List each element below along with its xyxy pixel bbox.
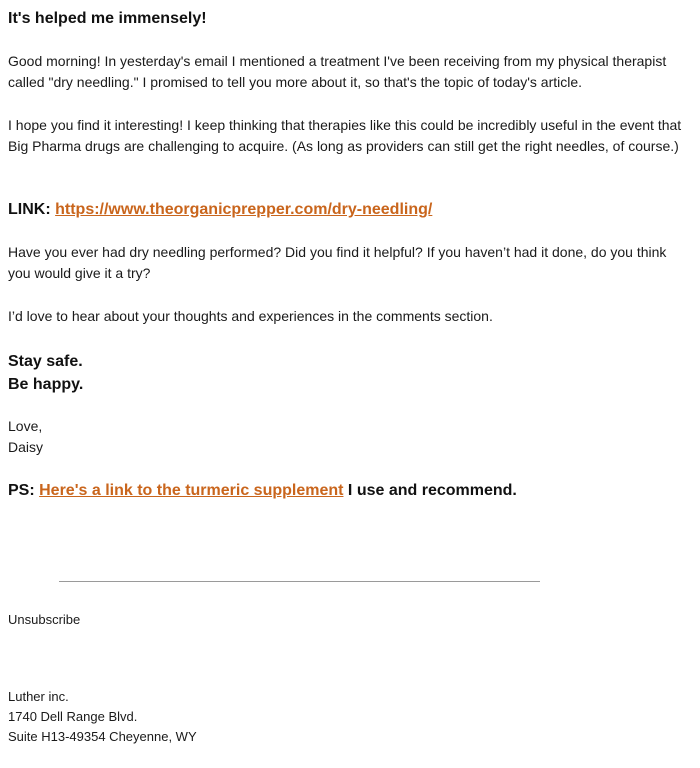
turmeric-supplement-link[interactable]: Here's a link to the turmeric supplement xyxy=(39,482,344,499)
signoff-line-1: Stay safe. xyxy=(8,353,83,370)
ps-tail-prefix: I xyxy=(347,482,353,499)
unsubscribe-link[interactable]: Unsubscribe xyxy=(8,612,81,627)
signature-name: Daisy xyxy=(8,439,44,455)
link-label: LINK: xyxy=(8,201,51,218)
paragraph-comments: I’d love to hear about your thoughts and experiences in the comments section. xyxy=(8,308,493,324)
paragraph-intro: Good morning! In yesterday's email I mentioned a treatment I've been receiving from my physical therapist called "dry needling." I promised to tell you more about it, so that's the topic of today's article. xyxy=(8,53,667,90)
closing xyxy=(8,416,43,458)
paragraph-question: Have you ever had dry needling performed? Did you find it helpful? If you haven’t had it done, do you think you would give it a try? xyxy=(8,244,667,281)
footer-divider xyxy=(59,581,540,582)
postscript xyxy=(8,480,517,502)
signoff xyxy=(8,350,83,396)
ps-tail: use and recommend. xyxy=(356,482,517,499)
address-line-2: Suite H13-49354 Cheyenne, WY xyxy=(8,729,197,744)
signoff-line-2: Be happy. xyxy=(8,376,84,393)
article-link-line xyxy=(8,199,432,221)
closing-love: Love, xyxy=(8,418,43,434)
ps-label: PS: xyxy=(8,482,35,499)
article-link[interactable]: https://www.theorganicprepper.com/dry-needling/ xyxy=(55,201,433,218)
footer-address xyxy=(8,687,197,747)
company-name: Luther inc. xyxy=(8,689,69,704)
address-line-1: 1740 Dell Range Blvd. xyxy=(8,709,138,724)
email-heading: It's helped me immensely! xyxy=(8,10,207,27)
paragraph-interest: I hope you find it interesting! I keep thinking that therapies like this could be incredibly useful in the event that Big Pharma drugs are challenging to acquire. (As long as providers can still get the right needles, of course.) xyxy=(8,117,682,154)
